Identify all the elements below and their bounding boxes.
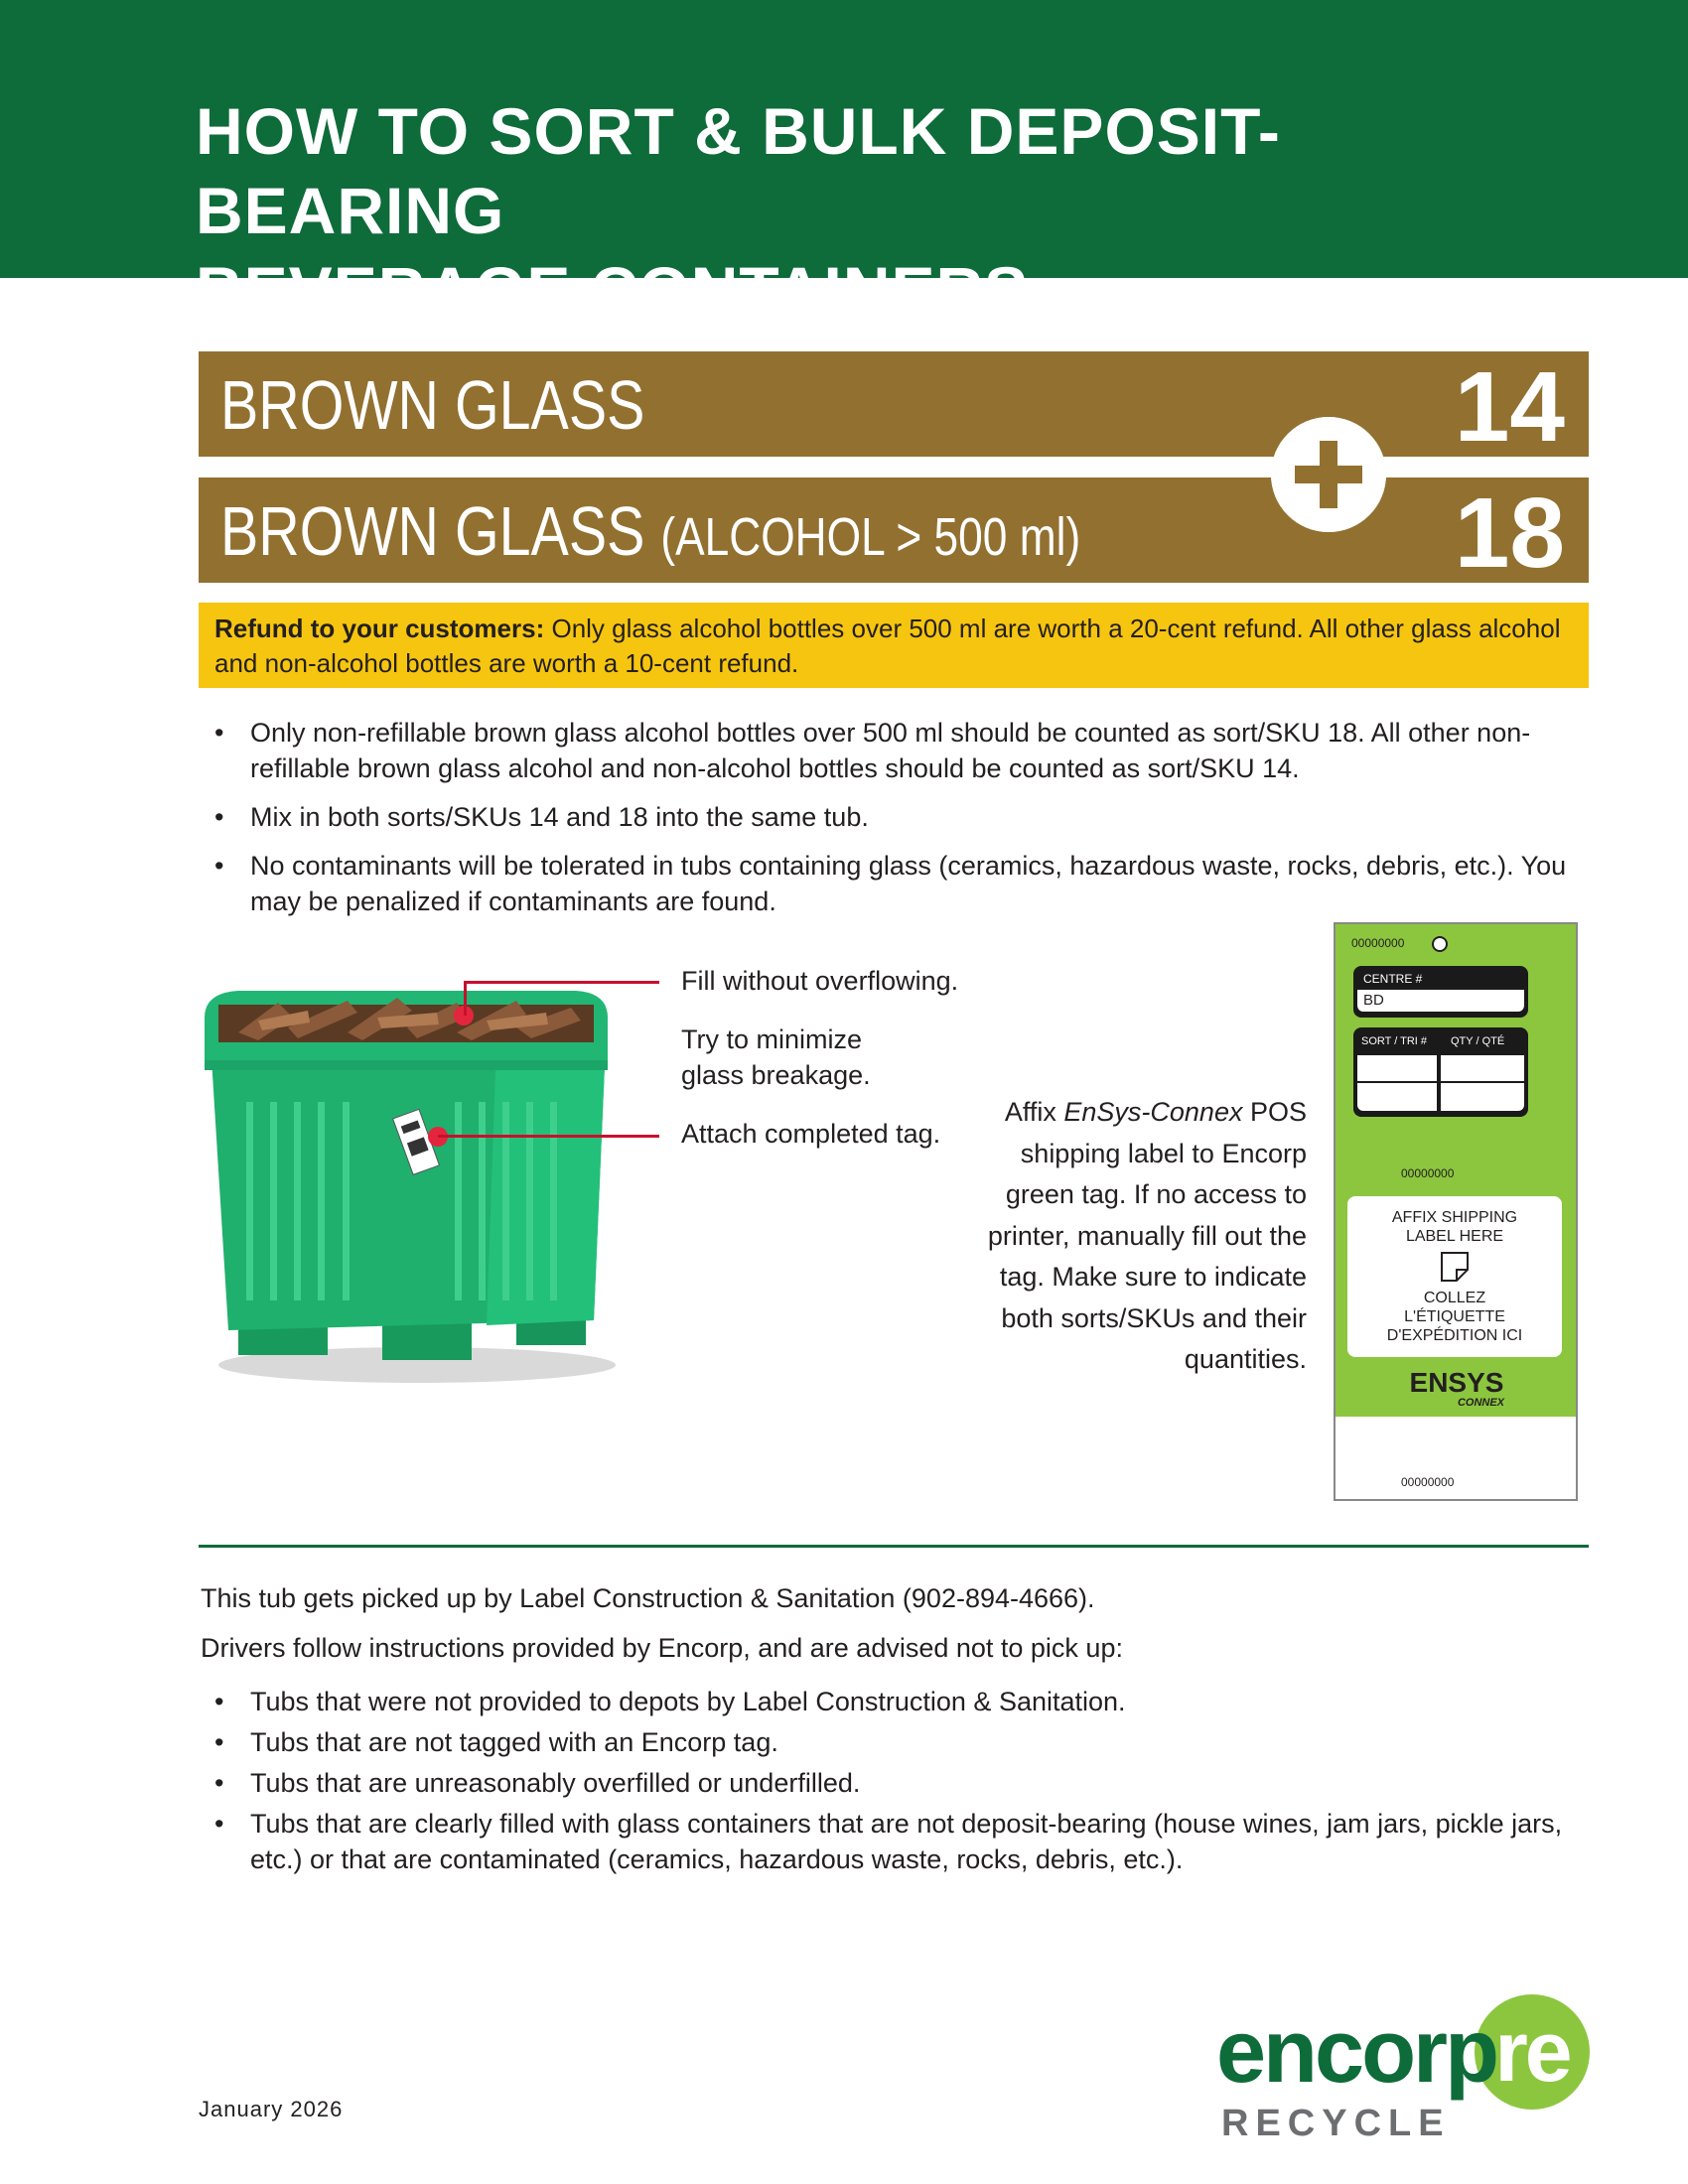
sort-qualifier: (ALCOHOL > 500 ml)	[660, 507, 1081, 567]
section-divider	[199, 1545, 1589, 1548]
list-item: • Tubs that were not provided to depots by Label Construction & Sanitation.	[214, 1684, 1605, 1719]
tag-hole-icon	[1432, 936, 1448, 952]
publication-date: January 2026	[199, 2097, 344, 2121]
page-title-line-1: HOW TO SORT & BULK DEPOSIT-BEARING	[196, 94, 1281, 247]
callout-attach: Attach completed tag.	[681, 1119, 941, 1149]
logo-re: re	[1494, 2004, 1570, 2100]
pickup-info: This tub gets picked up by Label Construction & Sanitation (902-894-4666).	[201, 1583, 1095, 1613]
refund-text: Only glass alcohol bottles over 500 ml are worth a 20-cent refund. All other glass alcohol and non-alcohol bottles are worth a 10-cent refund.	[214, 614, 1561, 678]
refund-lead: Refund to your customers:	[214, 614, 545, 643]
list-item: • Tubs that are not tagged with an Encorp tag.	[214, 1724, 1605, 1760]
callout-line-bottom	[635, 1135, 659, 1138]
tag-table-cell	[1357, 1055, 1437, 1081]
tag-centre-value: BD	[1357, 990, 1524, 1012]
tag-table-cell	[1441, 1055, 1524, 1081]
sort-name: BROWN GLASS	[220, 366, 645, 444]
green-tub-illustration	[199, 973, 635, 1390]
sorting-rules-list	[214, 715, 1575, 932]
tag-affix-line-1: AFFIX SHIPPING	[1391, 1209, 1518, 1226]
tag-centre-label: CENTRE #	[1363, 972, 1423, 986]
encorp-green-tag	[1334, 922, 1578, 1501]
logo-subtitle: RECYCLE	[1221, 2103, 1451, 2144]
refund-notice	[199, 603, 1589, 688]
tag-table-cell	[1441, 1083, 1524, 1111]
affix-text-end: POS shipping label to Encorp green tag. If no access to printer, manually fill out the tag. Make sure to indicate both sorts/SKUs and their quantities.	[987, 1097, 1307, 1374]
tag-serial-top: 00000000	[1351, 936, 1405, 950]
drivers-intro: Drivers follow instructions provided by Encorp, and are advised not to pick up:	[201, 1633, 1123, 1663]
list-item: • Mix in both sorts/SKUs 14 and 18 into the same tub.	[214, 799, 1575, 835]
list-item: • Tubs that are clearly filled with glass containers that are not deposit-bearing (house wines, jam jars, pickle jars, etc.) or that are contaminated (ceramics, hazardous waste, rocks, debris, etc.).	[214, 1806, 1605, 1877]
tag-collez-line-1: COLLEZ	[1423, 1290, 1486, 1306]
tag-shipping-label-area	[1347, 1196, 1562, 1357]
list-item: • Tubs that are unreasonably overfilled or underfilled.	[214, 1765, 1605, 1801]
tag-qty-label: QTY / QTÉ	[1451, 1035, 1505, 1047]
page-title-line-2: BEVERAGE CONTAINERS	[196, 253, 1030, 327]
tag-serial-mid: 00000000	[1401, 1166, 1455, 1180]
callout-minimize-line-1: Try to minimize	[681, 1024, 863, 1054]
logo-wordmark: encorp	[1216, 2002, 1497, 2102]
encorp-logo	[1216, 1990, 1594, 2174]
sort-number: 14	[1454, 351, 1565, 463]
callout-minimize-line-2: glass breakage.	[681, 1060, 871, 1090]
tag-collez-line-3: D'EXPÉDITION ICI	[1386, 1327, 1523, 1344]
tag-sort-qty-table	[1353, 1027, 1528, 1117]
tag-serial-bottom: 00000000	[1401, 1475, 1455, 1489]
tag-affix-line-2: LABEL HERE	[1405, 1228, 1504, 1245]
sort-label	[220, 491, 1080, 577]
plus-icon	[1271, 417, 1386, 532]
callout-minimize	[681, 1022, 871, 1093]
sort-label	[220, 365, 644, 445]
affix-system-name: EnSys-Connex	[1063, 1097, 1243, 1127]
page-title	[196, 91, 1586, 330]
tag-table-cell	[1357, 1083, 1437, 1111]
affix-instructions	[953, 1092, 1307, 1381]
tag-brand-sub: CONNEX	[1457, 1397, 1504, 1409]
label-icon	[1439, 1250, 1471, 1284]
list-item: • Only non-refillable brown glass alcohol bottles over 500 ml should be counted as sort/SKU 18. All other non-refillable brown glass alcohol and non-alcohol bottles should be counted as sort/SKU 14.	[214, 715, 1575, 786]
list-item: • No contaminants will be tolerated in tubs containing glass (ceramics, hazardous waste, rocks, debris, etc.). You may be penalized if contaminants are found.	[214, 848, 1575, 919]
tag-green-area	[1336, 924, 1576, 1417]
sort-name: BROWN GLASS	[220, 492, 645, 570]
callout-fill: Fill without overflowing.	[681, 966, 959, 996]
tag-centre-field	[1353, 966, 1528, 1018]
driver-exclusions-list	[214, 1684, 1605, 1882]
tag-brand-name: ENSYS	[1409, 1367, 1504, 1398]
sort-number: 18	[1454, 478, 1565, 589]
callout-line-top	[635, 981, 659, 984]
tag-sort-label: SORT / TRI #	[1361, 1035, 1428, 1047]
tag-collez-line-2: L'ÉTIQUETTE	[1404, 1308, 1505, 1325]
tag-brand	[1387, 1369, 1526, 1409]
affix-text-start: Affix	[1004, 1097, 1064, 1127]
